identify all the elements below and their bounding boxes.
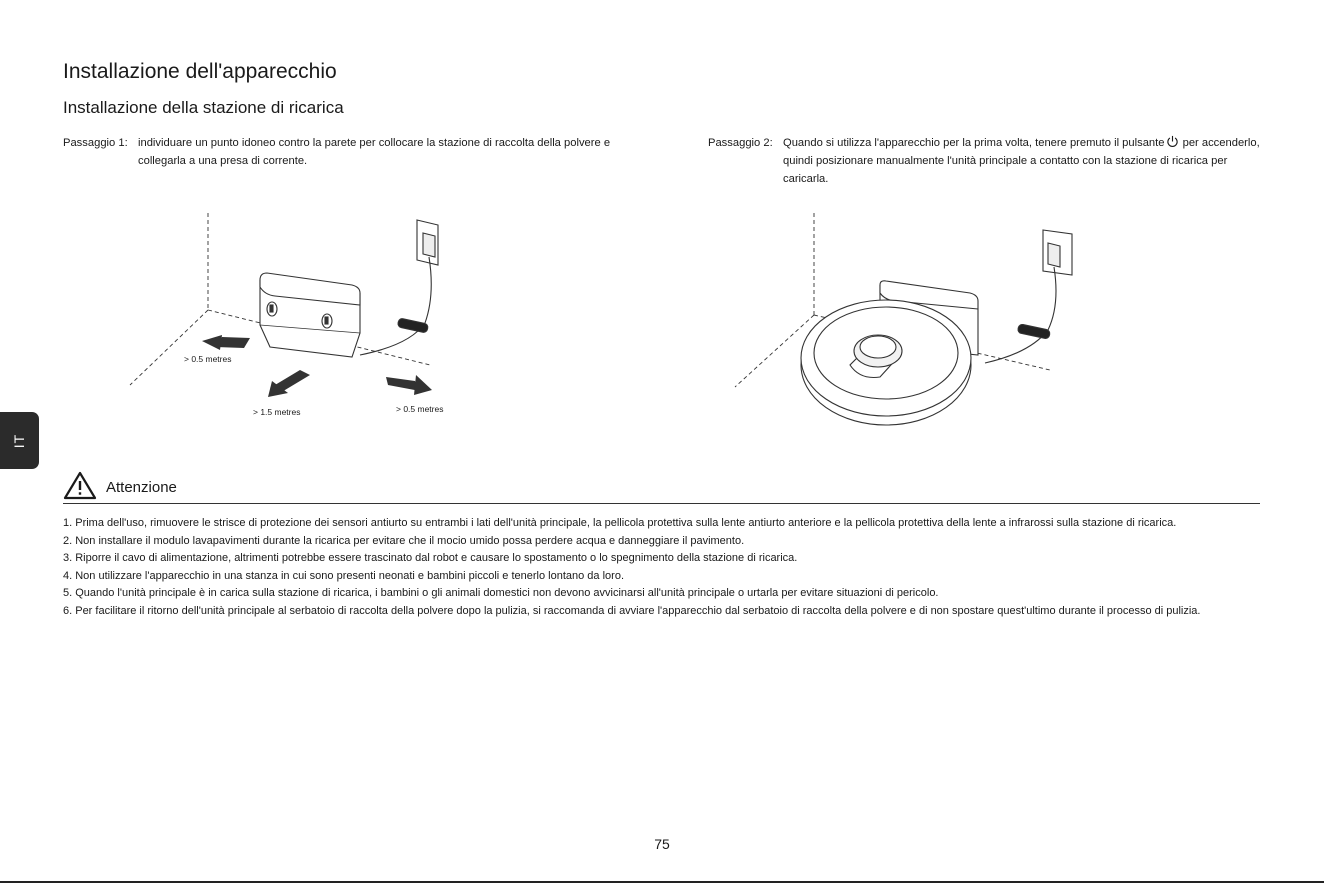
language-tab: [0, 412, 39, 469]
warning-item: 6. Per facilitare il ritorno dell'unità principale al serbatoio di raccolta della polvere dopo la pulizia, si raccomanda di avviare l'apparecchio dal serbatoio di raccolta della polvere e di non spostare quest'ultimo durante il processo di pulizia.: [63, 604, 1201, 617]
clearance-right-label: > 0.5 metres: [396, 404, 444, 414]
step-1-instruction: [63, 134, 623, 170]
robot-vacuum-drawing: [801, 300, 971, 425]
warning-item: 1. Prima dell'uso, rimuovere le strisce di protezione dei sensori antiurto su entrambi i lati dell'unità principale, la pellicola protettiva sulla lente antiurto anteriore e la pellicola protettiva della lente a infrarossi sulla stazione di ricarica.: [63, 517, 1177, 529]
warning-list: [63, 515, 1268, 621]
step-2-text-a: Quando si utilizza l'apparecchio per la prima volta, tenere premuto il pulsante: [783, 137, 1165, 149]
language-tab-label: IT: [11, 433, 28, 448]
step-2-label: Passaggio 2:: [708, 137, 773, 149]
page-number: 75: [654, 836, 670, 852]
warning-title: Attenzione: [106, 479, 177, 496]
step-2-text-b: per accenderlo, quindi posizionare manualmente l'unità principale a contatto con la stazione di ricarica per caricarla.: [783, 137, 1260, 185]
page-title: Installazione dell'apparecchio: [63, 60, 337, 83]
step-1-text: individuare un punto idoneo contro la parete per collocare la stazione di raccolta della polvere e collegarla a una presa di corrente.: [138, 137, 611, 167]
clearance-left-label: > 0.5 metres: [184, 354, 232, 364]
warning-item: 5. Quando l'unità principale è in carica sulla stazione di ricarica, i bambini o gli animali domestici non devono avvicinarsi all'unità principale o urtarla per evitare situazioni di pericolo.: [63, 587, 939, 600]
warning-item: 2. Non installare il modulo lavapavimenti durante la ricarica per evitare che il mocio umido possa perdere acqua e danneggiare il pavimento.: [63, 534, 745, 547]
section-subtitle: Installazione della stazione di ricarica: [63, 98, 344, 117]
step-2-text-wrap: [783, 134, 1263, 188]
dock-placement-illustration: [120, 205, 470, 425]
clearance-front-label: > 1.5 metres: [253, 407, 301, 417]
warning-item: 3. Riporre il cavo di alimentazione, altrimenti potrebbe essere trascinato dal robot e causare lo spostamento o lo spegnimento della stazione di ricarica.: [63, 552, 798, 565]
warning-item: 4. Non utilizzare l'apparecchio in una stanza in cui sono presenti neonati e bambini piccoli e tenerlo lontano da loro.: [63, 569, 624, 582]
charging-dock-drawing: [260, 273, 360, 357]
step-1-label: Passaggio 1:: [63, 137, 128, 149]
warning-triangle-icon: [63, 470, 97, 500]
step-2-instruction: [708, 134, 1263, 188]
robot-docked-illustration: [730, 205, 1080, 465]
power-icon: [1166, 135, 1179, 148]
warning-header: [63, 470, 1260, 504]
